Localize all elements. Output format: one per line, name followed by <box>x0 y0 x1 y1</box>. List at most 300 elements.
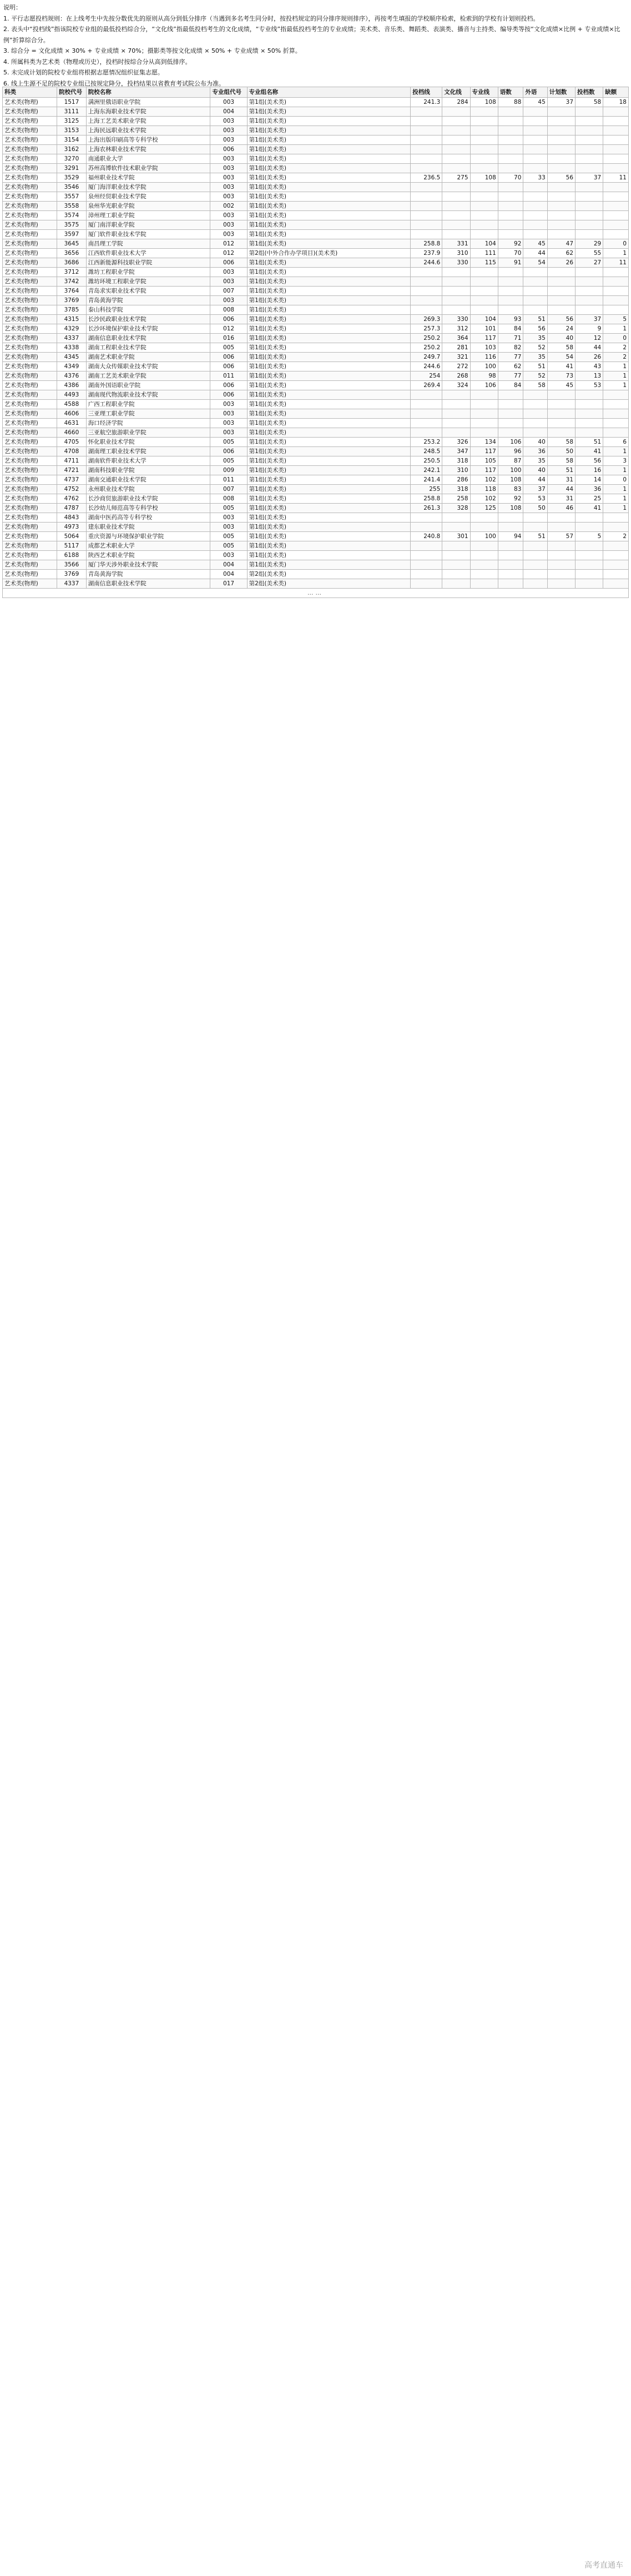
table-cell: 36 <box>523 447 547 456</box>
table-row <box>3 447 629 456</box>
table-cell: 258.8 <box>411 239 442 249</box>
table-cell: 58 <box>547 438 575 447</box>
table-cell: 0 <box>603 334 629 343</box>
table-cell <box>470 202 498 211</box>
table-cell: 第1组(美术类) <box>247 220 411 230</box>
table-cell: 62 <box>547 249 575 258</box>
table-cell: 漳州理工职业学院 <box>86 211 210 220</box>
table-cell <box>498 428 523 438</box>
table-cell <box>523 230 547 239</box>
table-cell: 003 <box>210 220 247 230</box>
table-cell: 艺术类(物理) <box>3 145 57 154</box>
table-cell: 37 <box>576 315 603 324</box>
table-cell: 艺术类(物理) <box>3 447 57 456</box>
table-cell: 湖南艺术职业学院 <box>86 353 210 362</box>
table-cell: 006 <box>210 315 247 324</box>
table-cell: 第1组(美术类) <box>247 409 411 419</box>
table-cell: 003 <box>210 296 247 305</box>
table-cell <box>576 409 603 419</box>
table-row <box>3 305 629 315</box>
table-cell <box>523 211 547 220</box>
table-cell: 2 <box>603 532 629 541</box>
table-header-row <box>3 87 629 98</box>
table-cell: 83 <box>498 485 523 494</box>
table-cell: 003 <box>210 164 247 173</box>
table-cell <box>603 513 629 523</box>
table-cell <box>547 579 575 589</box>
table-cell: 3557 <box>57 192 87 202</box>
table-cell <box>547 428 575 438</box>
table-cell <box>411 154 442 164</box>
table-cell: 108 <box>498 475 523 485</box>
table-cell: 艺术类(物理) <box>3 438 57 447</box>
table-cell <box>603 419 629 428</box>
table-cell: 82 <box>498 343 523 353</box>
table-row <box>3 117 629 126</box>
table-cell <box>498 560 523 570</box>
table-cell: 6 <box>603 438 629 447</box>
table-cell <box>576 551 603 560</box>
table-cell: 4843 <box>57 513 87 523</box>
table-cell: 4337 <box>57 334 87 343</box>
table-cell: 0 <box>603 475 629 485</box>
table-cell: 26 <box>547 258 575 268</box>
table-cell: 125 <box>470 504 498 513</box>
table-cell: 第1组(美术类) <box>247 419 411 428</box>
table-cell <box>547 296 575 305</box>
table-cell: 3111 <box>57 107 87 117</box>
table-cell: 70 <box>498 173 523 183</box>
table-cell: 海口经济学院 <box>86 419 210 428</box>
table-cell: 4345 <box>57 353 87 362</box>
table-cell <box>547 390 575 400</box>
table-cell: 艺术类(物理) <box>3 296 57 305</box>
table-cell <box>523 513 547 523</box>
table-cell <box>498 183 523 192</box>
table-cell: 上海工艺美术职业学院 <box>86 117 210 126</box>
table-row <box>3 258 629 268</box>
table-cell: 116 <box>470 353 498 362</box>
table-cell: 艺术类(物理) <box>3 419 57 428</box>
table-cell <box>411 135 442 145</box>
table-cell: 003 <box>210 551 247 560</box>
table-cell: 1517 <box>57 98 87 107</box>
table-cell: 艺术类(物理) <box>3 211 57 220</box>
table-cell: 301 <box>442 532 470 541</box>
table-cell: 51 <box>523 315 547 324</box>
table-cell: 3712 <box>57 268 87 277</box>
table-cell: 286 <box>442 475 470 485</box>
table-cell <box>576 107 603 117</box>
table-cell <box>498 107 523 117</box>
table-cell <box>603 560 629 570</box>
table-row <box>3 466 629 475</box>
table-cell: 湖南工程职业技术学院 <box>86 343 210 353</box>
table-cell: 艺术类(物理) <box>3 343 57 353</box>
table-row <box>3 268 629 277</box>
table-cell: 3575 <box>57 220 87 230</box>
table-cell <box>470 126 498 135</box>
table-cell: 陕西艺术职业学院 <box>86 551 210 560</box>
table-cell <box>411 560 442 570</box>
table-cell: 艺术类(物理) <box>3 513 57 523</box>
table-cell <box>442 296 470 305</box>
table-row <box>3 315 629 324</box>
table-cell: 012 <box>210 239 247 249</box>
table-cell <box>576 400 603 409</box>
table-cell: 4711 <box>57 456 87 466</box>
table-cell: 244.6 <box>411 362 442 371</box>
table-cell: 92 <box>498 494 523 504</box>
table-cell: 008 <box>210 494 247 504</box>
table-cell <box>411 192 442 202</box>
table-cell: 62 <box>498 362 523 371</box>
table-cell: 92 <box>498 239 523 249</box>
table-cell: 2 <box>603 343 629 353</box>
table-cell: 347 <box>442 447 470 456</box>
table-cell: 326 <box>442 438 470 447</box>
table-cell: 第1组(美术类) <box>247 107 411 117</box>
table-cell: 第1组(美术类) <box>247 381 411 390</box>
table-cell <box>470 220 498 230</box>
table-cell: 艺术类(物理) <box>3 183 57 192</box>
table-cell: 44 <box>523 249 547 258</box>
table-cell: 87 <box>498 456 523 466</box>
table-cell <box>470 145 498 154</box>
table-cell <box>470 409 498 419</box>
table-cell <box>576 523 603 532</box>
table-cell: 4349 <box>57 362 87 371</box>
table-cell <box>411 277 442 287</box>
table-cell: 003 <box>210 400 247 409</box>
table-cell: 12 <box>576 334 603 343</box>
table-cell: 134 <box>470 438 498 447</box>
header-cell: 文化线 <box>442 87 470 98</box>
table-cell <box>470 428 498 438</box>
table-cell <box>547 287 575 296</box>
table-cell: 第1组(美术类) <box>247 343 411 353</box>
table-cell: 54 <box>523 258 547 268</box>
table-cell: 102 <box>470 494 498 504</box>
table-cell: 1 <box>603 381 629 390</box>
table-cell <box>411 183 442 192</box>
table-cell: 3785 <box>57 305 87 315</box>
table-cell <box>523 579 547 589</box>
table-cell: 艺术类(物理) <box>3 173 57 183</box>
table-cell: 3656 <box>57 249 87 258</box>
table-cell: 4705 <box>57 438 87 447</box>
table-cell <box>411 202 442 211</box>
table-cell: 321 <box>442 353 470 362</box>
table-cell <box>603 579 629 589</box>
table-cell: 湖南软件职业技术大学 <box>86 456 210 466</box>
admission-table <box>2 87 629 598</box>
table-cell <box>523 192 547 202</box>
table-cell: 3546 <box>57 183 87 192</box>
table-cell: 湖南现代物流职业技术学院 <box>86 390 210 400</box>
table-cell: 249.7 <box>411 353 442 362</box>
table-cell: 003 <box>210 126 247 135</box>
table-cell: 艺术类(物理) <box>3 277 57 287</box>
table-cell: 第1组(美术类) <box>247 523 411 532</box>
table-cell: 第1组(美术类) <box>247 135 411 145</box>
table-cell: 003 <box>210 117 247 126</box>
table-cell <box>470 107 498 117</box>
table-cell: 91 <box>498 258 523 268</box>
table-cell <box>547 551 575 560</box>
table-cell <box>498 211 523 220</box>
table-cell: 44 <box>576 343 603 353</box>
table-row <box>3 192 629 202</box>
table-cell: 厦门华天涉外职业技术学院 <box>86 560 210 570</box>
table-cell: 236.5 <box>411 173 442 183</box>
table-cell: 湖南理工职业技术学院 <box>86 447 210 456</box>
table-cell <box>576 296 603 305</box>
table-cell <box>576 287 603 296</box>
table-cell: 3769 <box>57 296 87 305</box>
table-cell: 艺术类(物理) <box>3 362 57 371</box>
table-cell: 福州职业技术学院 <box>86 173 210 183</box>
table-row <box>3 173 629 183</box>
table-cell: 艺术类(物理) <box>3 579 57 589</box>
table-cell: 湖南交通职业技术学院 <box>86 475 210 485</box>
table-cell: 105 <box>470 456 498 466</box>
table-row <box>3 202 629 211</box>
table-cell: 厦门海洋职业技术学院 <box>86 183 210 192</box>
table-cell: 100 <box>470 362 498 371</box>
table-cell <box>523 135 547 145</box>
table-cell <box>547 154 575 164</box>
table-cell: 017 <box>210 579 247 589</box>
table-cell: 003 <box>210 211 247 220</box>
table-cell <box>603 230 629 239</box>
table-cell: 57 <box>547 532 575 541</box>
table-cell: 4762 <box>57 494 87 504</box>
table-cell <box>411 400 442 409</box>
table-cell <box>576 211 603 220</box>
table-cell: 005 <box>210 343 247 353</box>
table-cell <box>523 154 547 164</box>
table-cell <box>498 570 523 579</box>
table-cell: 第1组(美术类) <box>247 551 411 560</box>
table-cell: 117 <box>470 466 498 475</box>
table-cell: 艺术类(物理) <box>3 400 57 409</box>
table-cell: 14 <box>576 475 603 485</box>
table-cell: 331 <box>442 239 470 249</box>
table-cell: 艺术类(物理) <box>3 239 57 249</box>
table-cell: 艺术类(物理) <box>3 570 57 579</box>
table-cell: 第1组(美术类) <box>247 202 411 211</box>
table-cell <box>470 390 498 400</box>
table-cell <box>498 523 523 532</box>
table-cell <box>442 277 470 287</box>
table-cell: 第1组(美术类) <box>247 400 411 409</box>
table-cell: 艺术类(物理) <box>3 258 57 268</box>
table-cell <box>547 202 575 211</box>
table-cell: 3558 <box>57 202 87 211</box>
table-cell: 312 <box>442 324 470 334</box>
table-cell <box>470 183 498 192</box>
table-cell: 117 <box>470 447 498 456</box>
table-cell <box>442 220 470 230</box>
table-cell: 45 <box>523 98 547 107</box>
table-cell: 005 <box>210 504 247 513</box>
table-cell <box>470 400 498 409</box>
table-cell: 艺术类(物理) <box>3 334 57 343</box>
table-row <box>3 400 629 409</box>
table-row <box>3 353 629 362</box>
table-cell: 第1组(美术类) <box>247 541 411 551</box>
table-cell: 51 <box>523 362 547 371</box>
table-cell <box>603 551 629 560</box>
table-cell: 269.3 <box>411 315 442 324</box>
table-cell: 艺术类(物理) <box>3 230 57 239</box>
table-cell: 103 <box>470 343 498 353</box>
table-row <box>3 277 629 287</box>
table-cell: 4660 <box>57 428 87 438</box>
table-cell <box>576 220 603 230</box>
table-cell: 16 <box>576 466 603 475</box>
table-cell: 104 <box>470 315 498 324</box>
table-cell <box>498 220 523 230</box>
table-cell: 青岛求实职业技术学院 <box>86 287 210 296</box>
table-cell <box>498 409 523 419</box>
table-row <box>3 390 629 400</box>
table-cell <box>547 513 575 523</box>
table-cell: 006 <box>210 362 247 371</box>
table-cell <box>498 305 523 315</box>
table-cell <box>442 287 470 296</box>
table-cell: 第1组(美术类) <box>247 532 411 541</box>
table-cell: 244.6 <box>411 258 442 268</box>
table-cell: 003 <box>210 192 247 202</box>
table-cell <box>603 164 629 173</box>
table-cell: 275 <box>442 173 470 183</box>
table-cell <box>442 428 470 438</box>
table-cell: 上海民远职业技术学院 <box>86 126 210 135</box>
table-cell: 310 <box>442 249 470 258</box>
table-cell: 24 <box>547 324 575 334</box>
table-cell: 重庆资源与环境保护职业学院 <box>86 532 210 541</box>
table-cell: 258.8 <box>411 494 442 504</box>
table-cell: 4376 <box>57 371 87 381</box>
table-cell: 003 <box>210 230 247 239</box>
table-cell <box>603 409 629 419</box>
table-cell: 310 <box>442 466 470 475</box>
table-cell: 第1组(美术类) <box>247 315 411 324</box>
table-cell: 004 <box>210 570 247 579</box>
table-cell <box>498 296 523 305</box>
table-cell: 第1组(美术类) <box>247 211 411 220</box>
table-cell: 艺术类(物理) <box>3 532 57 541</box>
table-cell: 96 <box>498 447 523 456</box>
table-cell <box>470 513 498 523</box>
table-cell: 三亚航空旅游职业学院 <box>86 428 210 438</box>
table-cell <box>442 390 470 400</box>
table-cell: 第1组(美术类) <box>247 277 411 287</box>
table-cell: 4721 <box>57 466 87 475</box>
table-cell: 第1组(美术类) <box>247 230 411 239</box>
note-item: 2. 表头中“投档线”指该院校专业组的最低投档综合分，“文化线”指最低投档考生的文化成绩，“专业线”指最低投档考生的专业成绩；美术类、音乐类、舞蹈类、表演类、播音与主持类、编导类等按“文化成绩×比例 + 专业成绩×比例”折算综合分。 <box>3 26 620 44</box>
table-cell <box>470 154 498 164</box>
table-cell <box>498 126 523 135</box>
table-cell: 003 <box>210 154 247 164</box>
table-cell: 27 <box>576 258 603 268</box>
note-item: 1. 平行志愿投档规则：在上线考生中先按分数优先的原则从高分到低分排序（当遇到多名考生同分时，按投档规定的同分排序规则排序），再按考生填报的学校顺序检索，检索到的学校有计划则投档。 <box>3 14 539 22</box>
header-cell: 院校代号 <box>57 87 87 98</box>
table-cell: 艺术类(物理) <box>3 428 57 438</box>
header-cell: 语数 <box>498 87 523 98</box>
table-cell <box>442 154 470 164</box>
table-cell: 三亚理工职业学院 <box>86 409 210 419</box>
table-cell: 艺术类(物理) <box>3 390 57 400</box>
table-cell: 1 <box>603 249 629 258</box>
table-row <box>3 428 629 438</box>
table-cell: 41 <box>547 362 575 371</box>
table-cell: 第1组(美术类) <box>247 126 411 135</box>
table-cell <box>442 230 470 239</box>
table-cell: 第1组(美术类) <box>247 353 411 362</box>
table-cell: 第1组(美术类) <box>247 513 411 523</box>
table-cell: 厦门南洋职业学院 <box>86 220 210 230</box>
table-cell: 71 <box>498 334 523 343</box>
table-cell: 240.8 <box>411 532 442 541</box>
table-cell <box>411 145 442 154</box>
table-cell <box>411 419 442 428</box>
table-cell: 93 <box>498 315 523 324</box>
table-cell: 第1组(美术类) <box>247 192 411 202</box>
notes-section <box>3 2 628 89</box>
table-cell <box>603 154 629 164</box>
table-cell: 56 <box>576 456 603 466</box>
table-cell: 5117 <box>57 541 87 551</box>
table-row <box>3 230 629 239</box>
table-cell: 潍坊工程职业学院 <box>86 268 210 277</box>
table-cell <box>576 541 603 551</box>
table-cell: 第1组(美术类) <box>247 296 411 305</box>
table-cell: 98 <box>470 371 498 381</box>
table-cell: 艺术类(物理) <box>3 249 57 258</box>
table-cell: 艺术类(物理) <box>3 456 57 466</box>
table-cell: 0 <box>603 239 629 249</box>
table-cell: 4752 <box>57 485 87 494</box>
table-cell: 117 <box>470 334 498 343</box>
table-row <box>3 485 629 494</box>
table-cell: 35 <box>523 353 547 362</box>
table-cell: 1 <box>603 362 629 371</box>
table-cell: 37 <box>523 485 547 494</box>
table-cell: 第1组(美术类) <box>247 154 411 164</box>
table-cell <box>411 126 442 135</box>
table-cell <box>442 202 470 211</box>
table-cell: 250.5 <box>411 456 442 466</box>
table-cell <box>576 230 603 239</box>
table-cell <box>576 268 603 277</box>
table-cell <box>442 107 470 117</box>
table-cell: 268 <box>442 371 470 381</box>
table-cell: 青岛黄海学院 <box>86 296 210 305</box>
table-cell <box>442 419 470 428</box>
table-cell <box>470 541 498 551</box>
table-cell: 4386 <box>57 381 87 390</box>
table-cell: 35 <box>523 334 547 343</box>
table-cell: 56 <box>523 324 547 334</box>
table-cell: 94 <box>498 532 523 541</box>
header-cell: 科类 <box>3 87 57 98</box>
table-cell <box>523 541 547 551</box>
table-cell <box>470 230 498 239</box>
table-cell: 5064 <box>57 532 87 541</box>
